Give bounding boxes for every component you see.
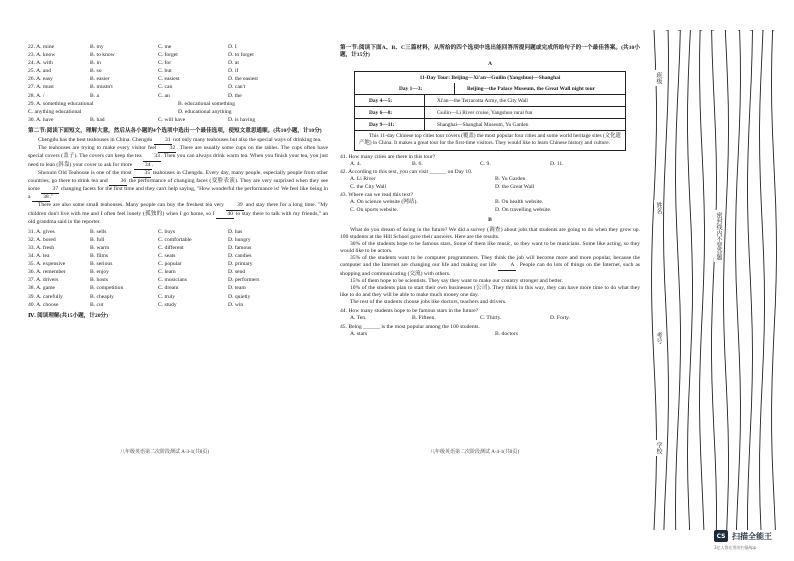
q41-option: A. 4. — [350, 160, 362, 167]
q41-option: B. 6. — [412, 160, 423, 167]
blank-32: 32 — [158, 145, 176, 153]
tour-plan: Beijing—the Palace Museum, the Great Wall night tour — [467, 85, 595, 92]
tour-table-row — [355, 94, 625, 106]
option-row-option: B. sells — [90, 228, 107, 235]
option-row — [28, 302, 328, 310]
binding-label: 考号 — [655, 332, 662, 344]
option-row-option: C. learn — [158, 269, 176, 276]
blank-31: 31 — [154, 137, 172, 145]
option-row — [28, 269, 328, 277]
question-29-options — [28, 101, 328, 117]
q44-option: D. Forty. — [550, 315, 570, 322]
option-row — [350, 199, 640, 207]
tour-day: Day 6—8: — [355, 107, 425, 118]
tour-day: Day 1—3: — [385, 83, 455, 94]
passage-b — [340, 227, 640, 307]
option-row — [28, 253, 328, 261]
passage-b-paragraph: 30% of the students hope to be famous stars. Some of them like music, so they want to be musicians. Some like acting, so they would like to be actors. — [340, 240, 640, 255]
option-row — [350, 331, 640, 339]
q41-option: D. 11. — [550, 160, 564, 167]
option-row-option: C. for — [158, 60, 172, 67]
option-row-option: B. serious — [90, 261, 113, 268]
binding-line — [664, 30, 669, 530]
option-row-option: C. easiest — [158, 76, 180, 83]
tour-day: Day 4—5: — [355, 95, 425, 106]
option-row-option: B. a — [90, 92, 100, 99]
binding-line — [676, 30, 681, 530]
option-row-option: C. but — [158, 68, 172, 75]
blank-37: 37 — [41, 186, 59, 194]
q30-option: B. had — [90, 116, 105, 123]
q30-option: C. will have — [158, 116, 186, 123]
option-row-option: C. dream — [158, 285, 179, 292]
passage-a-label: A — [487, 61, 493, 68]
option-row-option: C. an — [158, 92, 170, 99]
option-row-option: 27. A. must — [28, 84, 54, 91]
blank-34: 34 — [134, 162, 152, 170]
option-row-option: 37. A. drivers — [28, 277, 59, 284]
option-row-option: B. cheaply — [90, 293, 114, 300]
option-row-option: D. can't — [228, 84, 246, 91]
passage-paragraph: Chengdu has the best teahouses in China. Chengdu 31 not only many teahouses but also the special ways of drinking tea. — [28, 137, 328, 145]
option-row — [28, 101, 328, 109]
binding-line — [688, 30, 693, 530]
tour-plan: Xi'an—the Terracotta Army, the City Wall — [437, 97, 528, 104]
option-row-option: D. team — [228, 285, 246, 292]
option-row — [350, 176, 640, 184]
q44-option: C. Thirty. — [480, 315, 502, 322]
blank-39: 39 — [226, 202, 244, 210]
tour-table-row — [355, 106, 625, 118]
option-row-option: 38. A. game — [28, 285, 56, 292]
option-row-option: C. popular — [158, 261, 182, 268]
option-row-option: D. at — [228, 60, 239, 67]
binding-line — [724, 30, 729, 530]
question-42: 42. According to this text, you can visit ______ on Day 10. — [340, 168, 473, 175]
option-row-option: D. hungry — [228, 236, 251, 243]
option-row-option: B. so — [90, 68, 102, 75]
option: D. On travelling website. — [495, 207, 552, 214]
option: C. anything educational — [28, 108, 82, 115]
binding-line — [760, 30, 765, 530]
q44-option: B. Fifteen. — [412, 315, 436, 322]
option-row-option: B. enjoy — [90, 269, 109, 276]
option-row-option: C. truly — [158, 293, 176, 300]
option-row-option: C. forget — [158, 52, 178, 59]
option-row — [28, 52, 328, 60]
option-row-option: 22. A. mine — [28, 44, 55, 50]
option: B. educational something — [178, 100, 236, 107]
middle-column — [340, 42, 640, 339]
binding-label: 姓名 — [655, 202, 662, 214]
tour-table-note: This 11-day Chinese top cities tour covers (覆盖) the most popular four cities and some world heritage sites (文化遗产地) in China. It makes a great tour for the first-time visitors. They would like to learn Chinese history and culture. — [355, 130, 625, 149]
tour-table — [354, 71, 626, 150]
options-group-1 — [28, 44, 328, 101]
option-row — [28, 68, 328, 76]
option-row-option: 23. A. know — [28, 52, 56, 59]
option-row-option: B. hosts — [90, 277, 109, 284]
option-row-option: D. performers — [228, 277, 260, 284]
option-row — [28, 285, 328, 293]
option-row-option: D. quietly — [228, 293, 251, 300]
option-row-option: B. warm — [90, 245, 110, 251]
tour-plan: Shanghai—Shanghai Museum, Yu Garden — [437, 121, 529, 128]
option: A. Li River — [350, 175, 376, 182]
option: D. educational anything — [178, 108, 232, 115]
option-row-option: B. cut — [90, 301, 104, 308]
passage-b-paragraph: 15% of them hope to be scientists. They say they want to make our country stronger and better. — [350, 277, 563, 284]
option-row-option: 28. A. / — [28, 92, 45, 99]
binding-label: 密封线内不要答题 — [715, 212, 722, 260]
scanner-logo — [714, 530, 772, 542]
question-45-options — [340, 331, 640, 339]
option-row-option: D. win — [228, 301, 244, 308]
option-row — [28, 109, 328, 117]
option: B. doctors — [495, 330, 518, 337]
question-30-options — [28, 117, 328, 125]
passage-b-label: B — [488, 217, 492, 224]
option-row-option: D. primary — [228, 261, 253, 268]
option-row — [28, 261, 328, 269]
option-row-option: 31. A. gives — [28, 228, 55, 235]
option-row-option: 36. A. remember — [28, 269, 66, 276]
option-row-option: D. the easiest — [228, 76, 258, 83]
option-row-option: 40. A. choose — [28, 301, 59, 308]
blank-35: 35 — [133, 170, 151, 178]
binding-line — [712, 30, 717, 530]
option-row-option: B. easier — [90, 76, 110, 83]
option-row-option: B. to know — [90, 52, 115, 59]
option-row — [28, 60, 328, 68]
binding-line — [772, 30, 777, 530]
cs-badge-icon: CS — [714, 530, 728, 542]
option-row-option: D. the — [228, 92, 242, 99]
option-row — [28, 229, 328, 237]
option-row-option: B. in — [90, 60, 101, 67]
option-row — [28, 76, 328, 84]
option-row — [28, 237, 328, 245]
blank-38: 38 — [32, 194, 50, 202]
q44-option: A. Ten. — [350, 315, 367, 322]
option-row-option: B. my — [90, 44, 104, 50]
middle-page-footer: 八年级英语第二次阶段测试 A-4-1(共8页) — [430, 450, 520, 455]
option-row-option: B. competition — [90, 285, 124, 292]
option-row-option: 32. A. bored — [28, 236, 56, 243]
tour-table-title: 11-Day Tour: Beijing—Xi'an—Guilin (Yangshuo)—Shanghai — [419, 74, 561, 81]
option-row-option: C. study — [158, 301, 177, 308]
left-page-footer: 八年级英语第二次阶段测试 A-3-1(共8页) — [120, 450, 210, 455]
option-row-option: C. can — [158, 84, 173, 91]
passage-paragraph: There are also some small teahouses. Many people can buy the freshest tea very 39 and stay there for a long time. "My children don't live with me and I often feel lonely (孤独的) when I go home, so I 40 to stay there to talk with my friends," an old grandma said in the reporter. — [28, 202, 329, 225]
option-row-option: D. if — [228, 68, 239, 75]
option: B. Yu Garden — [495, 175, 526, 182]
option-row-option: D. send — [228, 269, 246, 276]
option-row-option: 34. A. tea — [28, 253, 50, 260]
option-row-option: D. famous — [228, 245, 252, 251]
question-45: 45. Being ______ is the most popular among the 100 students. — [340, 323, 480, 330]
option-row-option: 33. A. fresh — [28, 245, 55, 251]
option: B. On health website. — [495, 199, 544, 206]
option-row-option: D. has — [228, 228, 243, 235]
logo-subtitle: 3亿人都在用的扫描App — [714, 545, 757, 550]
option-row-option: B. full — [90, 236, 105, 243]
option-row — [350, 207, 640, 215]
passage-b-paragraph: 35% of the students want to be computer programmers. They think the job will become more and more popular, because the computer and the Internet are changing our life and making our life A . People can do lots of things on the Internet, such as shopping and communicating (交流) with others. — [340, 255, 640, 277]
option-row-option: C. buys — [158, 228, 176, 235]
left-column — [28, 44, 328, 322]
option-row — [350, 184, 640, 192]
option: D. the Great Wall — [495, 184, 535, 190]
option: C. the City Wall — [350, 184, 387, 190]
q30-option: D. is having — [228, 116, 256, 123]
blank-36: 36 — [109, 178, 127, 186]
option-row-option: 39. A. carefully — [28, 293, 63, 300]
section-2-heading: 第二节:阅读下面短文，理解大意，然后从各小题的4个选项中选出一个最佳选项，使短文意思通顺。(共10小题，计10分) — [28, 127, 322, 134]
option-row-option: C. me — [158, 44, 172, 50]
question-44-options — [340, 315, 640, 323]
binding-line — [736, 30, 741, 530]
option-row-option: 24. A. with — [28, 60, 53, 67]
option-row — [28, 294, 328, 302]
option-row-option: 25. A. and — [28, 68, 51, 75]
option-row-option: D. to forget — [228, 52, 254, 59]
option-row — [28, 44, 328, 52]
option-row — [28, 84, 328, 92]
option-row — [28, 277, 328, 285]
option: A. On science website (网站). — [350, 199, 418, 206]
binding-line — [700, 30, 705, 530]
question-43: 43. Where can we read this text? — [340, 192, 414, 199]
binding-margin-lines — [648, 30, 793, 530]
q30-option: 30. A. have — [28, 116, 54, 123]
logo-name: 扫描全能王 — [732, 531, 772, 541]
passage-paragraph: Shuxuin Old Teahouse is one of the most 35 teahouses in Chengdu. Every day, many people, especially people from other countries, go there to drink tea and 36 the performance of changing faces (变脸表演). They are very surprised when they see some 37 changing facets for the first time and they can't help saying, "How wonderful the performance is! We feel like being in a 38." — [28, 170, 328, 203]
tour-plan: Guilin—Li River cruise, Yangshuo rural fun — [437, 109, 533, 116]
binding-label: 学校 — [655, 442, 662, 454]
q41-option: C. 9. — [480, 160, 491, 167]
section-4-heading: Ⅳ. 阅读理解(共15小题，计20分) — [28, 312, 108, 319]
blank-a: A — [498, 262, 516, 270]
option-row — [28, 93, 328, 101]
passage-b-paragraph: 10% of the students plan to start their own businesses (公司). They think in this way, they can have more time to do what they like to do and they will be able to make much money one day. — [340, 284, 640, 298]
question-44: 44. How many students hope to be famous stars in the future? — [340, 308, 479, 315]
tour-table-row — [355, 83, 625, 94]
question-42-options — [340, 176, 640, 192]
question-41: 41. How many cities are there in this tour? — [340, 153, 436, 160]
option-row-option: C. musicians — [158, 277, 187, 284]
blank-40: 40 — [216, 211, 234, 219]
option-row-option: B. films — [90, 253, 109, 260]
option-row-option: D. I — [228, 44, 237, 50]
tour-day: Day 9—11: — [355, 119, 425, 130]
cloze-passage — [28, 137, 328, 226]
option-row — [28, 245, 328, 253]
option-row-option: 26. A. easy — [28, 76, 53, 83]
blank-33: 33 — [143, 153, 161, 161]
binding-line — [748, 30, 753, 530]
reading-intro: 第一节:阅读下面A、B、C三篇材料，从所给的四个选项中选出能回答所提问题或完成所给句子的一个最佳答案。(共10小题，计15分) — [340, 45, 640, 59]
option: C. On sports website. — [350, 207, 399, 214]
tour-table-row — [355, 118, 625, 130]
option-row-option: B. mustn't — [90, 84, 113, 91]
option-row-option: 35. A. expensive — [28, 261, 66, 268]
binding-label: 班级 — [655, 72, 662, 84]
passage-b-paragraph: The rest of the students choose jobs like doctors, teachers and drivers. — [350, 299, 507, 306]
passage-paragraph: The teahouses are trying to make every visitor feel 32. There are usually some cups on the tables. The cups often have special covers (盖子). The covers can keep the tea 33. Then you can always drink warm tea. When you finish your tea, you just need to lean (斜靠) your cover to ask for more 34. — [28, 145, 328, 169]
option-row-option: C. different — [158, 245, 184, 251]
option: A. stars — [350, 330, 368, 337]
question-41-options — [340, 161, 640, 169]
option-row-option: C. comfortable — [158, 236, 192, 243]
options-group-2 — [28, 229, 328, 310]
option: 29. A. something educational — [28, 100, 94, 107]
question-43-options — [340, 199, 640, 215]
option-row-option: D. candies — [228, 253, 252, 260]
passage-b-paragraph: What do you dream of doing in the future? We did a survey (调查) about jobs that students are going to do when they grow up. 100 students at the Hill School gave their answers. Here are the results. — [340, 226, 640, 240]
option-row-option: C. seats — [158, 253, 176, 260]
